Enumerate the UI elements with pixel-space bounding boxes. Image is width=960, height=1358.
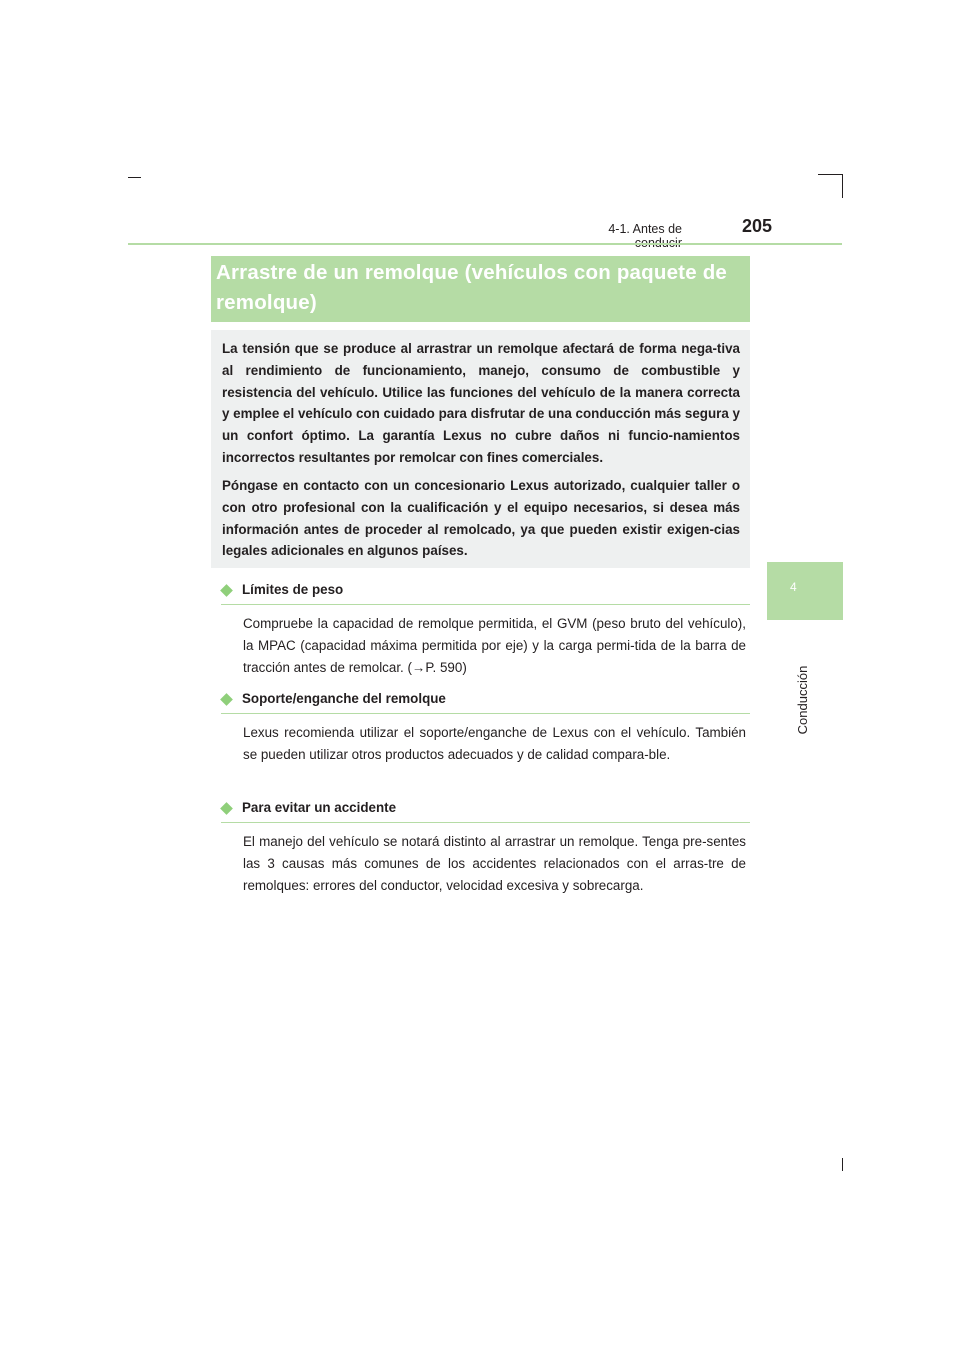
diamond-bullet-icon [220, 693, 233, 706]
page-title: Arrastre de un remolque (vehículos con paquete de remolque) [216, 261, 728, 314]
crop-mark-top-right-v [842, 174, 843, 198]
diamond-bullet-icon [220, 584, 233, 597]
title-banner [211, 256, 750, 322]
section-body: Lexus recomienda utilizar el soporte/enganche de Lexus con el vehículo. También se pueden utilizar otros productos adecuados y de calidad compara-ble. [243, 725, 746, 762]
subheading-avoid-accident [221, 798, 750, 823]
page-number: 205 [742, 216, 773, 236]
crop-mark-bottom-right [842, 1158, 843, 1171]
subheading-label: Para evitar un accidente [242, 800, 397, 815]
subheading-label: Soporte/enganche del remolque [242, 691, 446, 706]
header-rule [128, 243, 842, 245]
crop-mark-top-left [128, 177, 141, 178]
subheading-weight-limits [221, 580, 750, 605]
subheading-hitch [221, 689, 750, 714]
diamond-bullet-icon [220, 802, 233, 815]
section-body: El manejo del vehículo se notará distinto al arrastrar un remolque. Tenga pre-sentes las 3 causas más comunes de los accidentes relacionados con el arras-tre de remolques: errores del conductor, velocidad excesiva y sobrecarga. [243, 834, 746, 893]
intro-paragraph: Póngase en contacto con un concesionario Lexus autorizado, cualquier taller o con otro profesional con la cualificación y el equipo necesarios, si desea más información antes de proceder al remolcado, ya que pueden existir exigen-cias legales adicionales en algunos países. [222, 478, 740, 559]
crop-mark-top-right-h [818, 174, 842, 175]
chapter-number: 4 [790, 580, 797, 594]
chapter-tab [767, 562, 843, 620]
section-body: Compruebe la capacidad de remolque permitida, el GVM (peso bruto del vehículo), la MPAC (capacidad máxima permitida por eje) y la carga permi-tida de la barra de tracción antes de remolcar. (→P. 590) [243, 616, 746, 675]
intro-paragraph: La tensión que se produce al arrastrar un remolque afectará de forma nega-tiva al rendimiento de funcionamiento, manejo, consumo de combustible y resistencia del vehículo. Utilice las funciones del vehículo de la manera correcta y emplee el vehículo con cuidado para disfrutar de una conducción más segura y un confort óptimo. La garantía Lexus no cubre daños ni funcio-namientos incorrectos resultantes por remolcar con fines comerciales. [222, 341, 740, 465]
chapter-label: Conducción [795, 665, 810, 735]
section-label: 4-1. Antes de [608, 222, 682, 236]
subheading-label: Límites de peso [242, 582, 344, 597]
intro-box [211, 330, 750, 568]
